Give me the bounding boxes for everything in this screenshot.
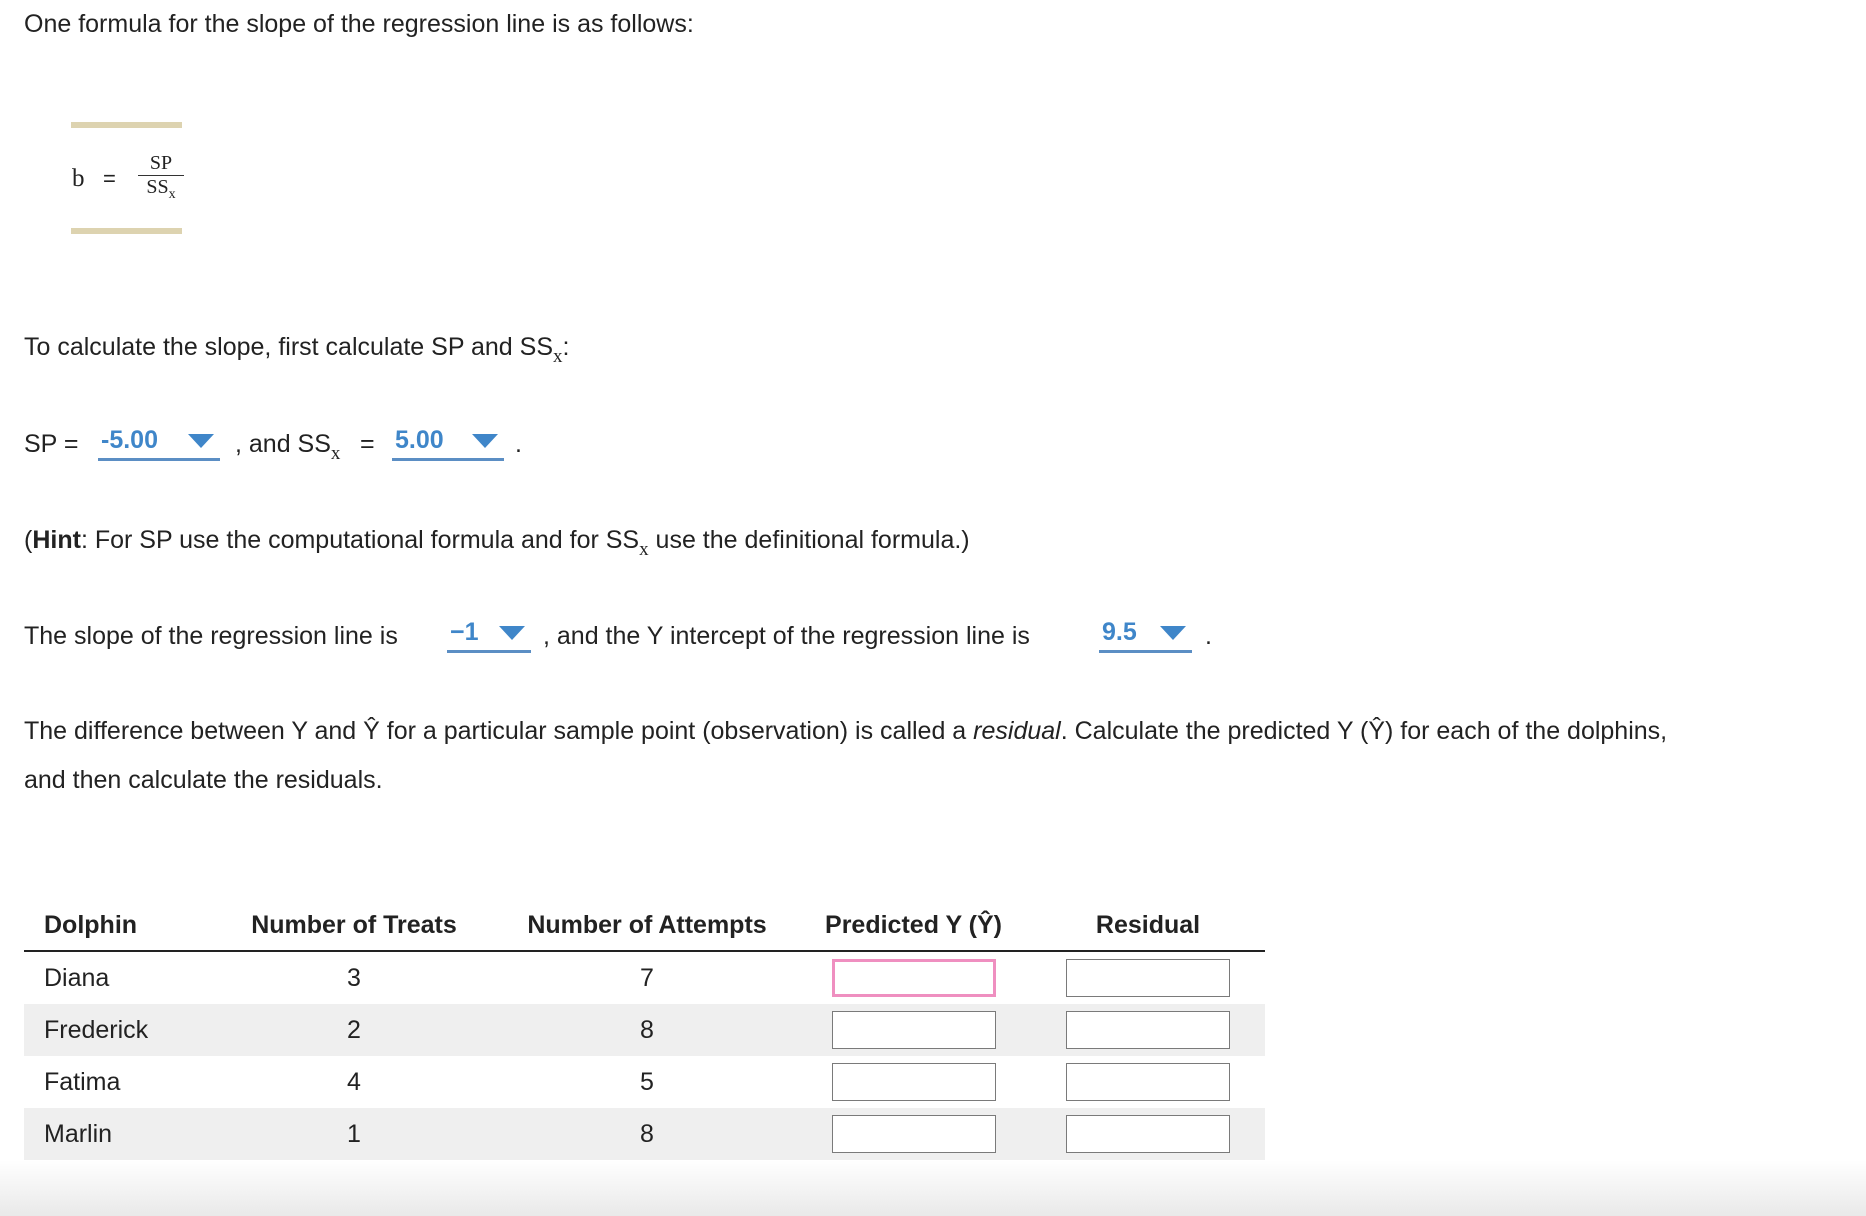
chevron-down-icon [499, 626, 525, 640]
slope-dropdown-value: −1 [450, 618, 479, 646]
predicted-y-input[interactable] [832, 1115, 996, 1153]
table-header-row [24, 900, 1265, 951]
slope-line-period: . [1205, 622, 1212, 650]
dolphin-name: Fatima [44, 1067, 121, 1096]
sp-line-period: . [515, 430, 522, 458]
slope-dropdown[interactable] [447, 617, 531, 653]
header-residual: Residual [1031, 900, 1265, 951]
table-row [24, 1056, 1265, 1108]
attempts-value: 5 [640, 1067, 654, 1096]
predicted-y-input[interactable] [832, 1011, 996, 1049]
chevron-down-icon [1160, 626, 1186, 640]
treats-value: 2 [210, 1004, 498, 1056]
attempts-value: 8 [498, 1004, 796, 1056]
formula-bottom-bar [71, 228, 182, 234]
formula-numerator: SP [138, 152, 184, 176]
treats-value: 1 [210, 1108, 498, 1160]
predicted-y-input[interactable] [832, 959, 996, 997]
slope-text: The slope of the regression line is [24, 622, 398, 650]
formula-top-bar [71, 122, 182, 128]
attempts-value: 7 [640, 963, 654, 992]
residual-input[interactable] [1066, 1115, 1230, 1153]
table-row [24, 1108, 1265, 1160]
ssx-dropdown[interactable] [392, 425, 504, 461]
bottom-fade [0, 1160, 1866, 1216]
residual-paragraph-line1: The difference between Y and Ŷ for a particular sample point (observation) is called a residual. Calculate the predicted Y (Ŷ) for each of the dolphins, [24, 717, 1668, 745]
dolphin-table [24, 900, 1265, 1160]
intercept-text: , and the Y intercept of the regression line is [543, 622, 1030, 650]
residual-input[interactable] [1066, 959, 1230, 997]
intro-text: One formula for the slope of the regression line is as follows: [24, 10, 694, 38]
header-attempts: Number of Attempts [498, 900, 796, 951]
chevron-down-icon [188, 434, 214, 448]
treats-value: 4 [347, 1067, 361, 1096]
residual-input[interactable] [1066, 1011, 1230, 1049]
header-treats: Number of Treats [210, 900, 498, 951]
residual-paragraph-line2: and then calculate the residuals. [24, 766, 383, 794]
dolphin-name: Diana [44, 963, 110, 992]
formula-lhs: b [72, 165, 85, 192]
sp-label: SP = [24, 430, 79, 458]
table-row [24, 1004, 1265, 1056]
formula-equals: = [103, 166, 116, 191]
intercept-dropdown-value: 9.5 [1102, 618, 1137, 646]
hint-text: (Hint: For SP use the computational formula and for $SS_x$ use the definitional formula.) [24, 526, 970, 560]
chevron-down-icon [472, 434, 498, 448]
sp-dropdown-value: -5.00 [101, 426, 158, 454]
formula-denominator: $SS_x$ [146, 176, 176, 202]
formula-fraction [138, 152, 184, 201]
step1-text: To calculate the slope, first calculate SP and $SS_x$: [24, 333, 570, 367]
table-row [24, 951, 1265, 1004]
predicted-y-input[interactable] [832, 1063, 996, 1101]
intercept-dropdown[interactable] [1099, 617, 1192, 653]
dolphin-name: Marlin [24, 1108, 210, 1160]
ssx-equals: = [360, 430, 375, 458]
header-dolphin: Dolphin [24, 900, 210, 951]
header-predicted-y: Predicted Y (Ŷ) [796, 900, 1031, 951]
residual-input[interactable] [1066, 1063, 1230, 1101]
attempts-value: 8 [498, 1108, 796, 1160]
sp-dropdown[interactable] [98, 425, 220, 461]
ssx-label: , and $SS_x$ [235, 430, 341, 464]
treats-value: 3 [347, 963, 361, 992]
dolphin-name: Frederick [24, 1004, 210, 1056]
ssx-dropdown-value: 5.00 [395, 426, 444, 454]
